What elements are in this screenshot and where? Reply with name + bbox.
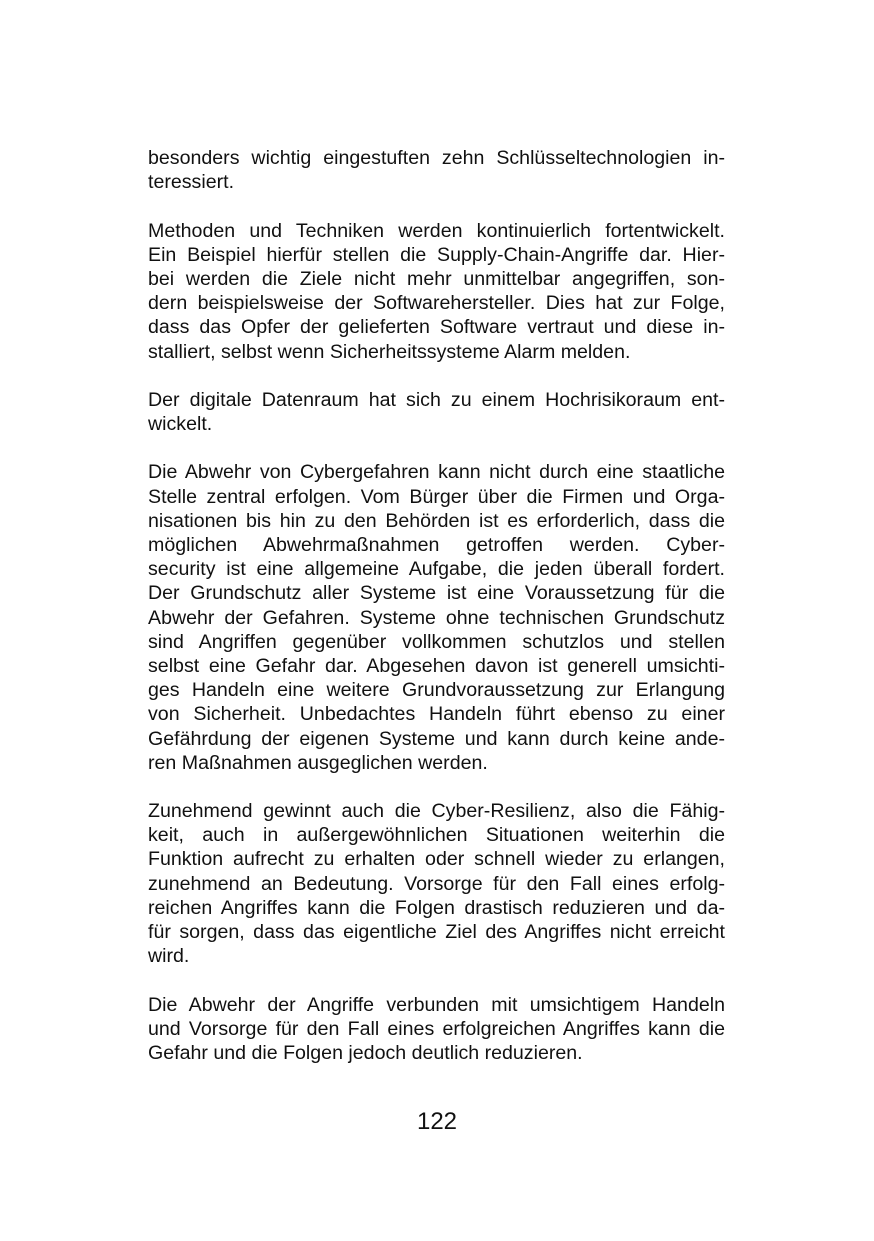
text-line: sind Angriffen gegenüber vollkommen schutzlos und stellen [148, 630, 725, 653]
text-line: reichen Angriffes kann die Folgen drastisch reduzieren und da- [148, 896, 725, 919]
text-line: ren Maßnahmen ausgeglichen werden. [148, 751, 488, 774]
text-line: Zunehmend gewinnt auch die Cyber-Resilienz, also die Fähig- [148, 800, 725, 823]
text-line: selbst eine Gefahr dar. Abgesehen davon ist generell umsichti- [148, 654, 725, 677]
text-line: Gefahr und die Folgen jedoch deutlich reduzieren. [148, 1041, 583, 1064]
text-line: und Vorsorge für den Fall eines erfolgreichen Angriffes kann die [148, 1017, 725, 1040]
text-line: Der digitale Datenraum hat sich zu einem Hochrisikoraum ent- [148, 388, 725, 411]
text-line: Methoden und Techniken werden kontinuierlich fortentwickelt. [148, 219, 725, 242]
text-line: Ein Beispiel hierfür stellen die Supply-Chain-Angriffe dar. Hier- [148, 243, 725, 266]
text-line: Abwehr der Gefahren. Systeme ohne technischen Grundschutz [148, 606, 725, 629]
paragraph-1 [148, 146, 725, 194]
text-line: besonders wichtig eingestuften zehn Schlüsseltechnologien in- [148, 147, 725, 169]
text-line: security ist eine allgemeine Aufgabe, die jeden überall fordert. [148, 558, 725, 581]
text-line: Der Grundschutz aller Systeme ist eine Voraussetzung für die [148, 582, 725, 605]
text-line: Die Abwehr von Cybergefahren kann nicht durch eine staatliche [148, 461, 725, 484]
page-number: 122 [416, 1108, 458, 1135]
text-line: nisationen bis hin zu den Behörden ist es erforderlich, dass die [148, 509, 725, 532]
paragraph-4 [148, 460, 725, 774]
text-line: möglichen Abwehrmaßnahmen getroffen werden. Cyber- [148, 534, 725, 556]
text-line: bei werden die Ziele nicht mehr unmittelbar angegriffen, son- [148, 267, 725, 290]
text-line: von Sicherheit. Unbedachtes Handeln führt ebenso zu einer [148, 703, 725, 726]
text-line: wickelt. [148, 413, 213, 436]
text-line: Stelle zentral erfolgen. Vom Bürger über die Firmen und Orga- [148, 485, 725, 508]
paragraph-3 [148, 388, 725, 436]
text-line: für sorgen, dass das eigentliche Ziel des Angriffes nicht erreicht [148, 921, 725, 943]
text-line: teressiert. [148, 171, 235, 194]
paragraph-2 [148, 219, 725, 364]
text-line: dass das Opfer der gelieferten Software vertraut und diese in- [148, 316, 725, 339]
text-line: Funktion aufrecht zu erhalten oder schnell wieder zu erlangen, [148, 848, 725, 871]
text-line: ges Handeln eine weitere Grundvoraussetzung zur Erlangung [148, 679, 725, 702]
paragraph-6 [148, 993, 725, 1066]
text-line: dern beispielsweise der Softwarehersteller. Dies hat zur Folge, [148, 292, 725, 315]
text-line: keit, auch in außergewöhnlichen Situationen weiterhin die [148, 824, 725, 847]
text-line: zunehmend an Bedeutung. Vorsorge für den Fall eines erfolg- [148, 872, 725, 895]
paragraph-5 [148, 799, 725, 968]
page-body [148, 146, 725, 1065]
text-line: Gefährdung der eigenen Systeme und kann durch keine ande- [148, 727, 725, 750]
text-line: wird. [148, 945, 190, 968]
text-line: Die Abwehr der Angriffe verbunden mit umsichtigem Handeln [148, 993, 725, 1016]
text-line: stalliert, selbst wenn Sicherheitssysteme Alarm melden. [148, 340, 631, 363]
